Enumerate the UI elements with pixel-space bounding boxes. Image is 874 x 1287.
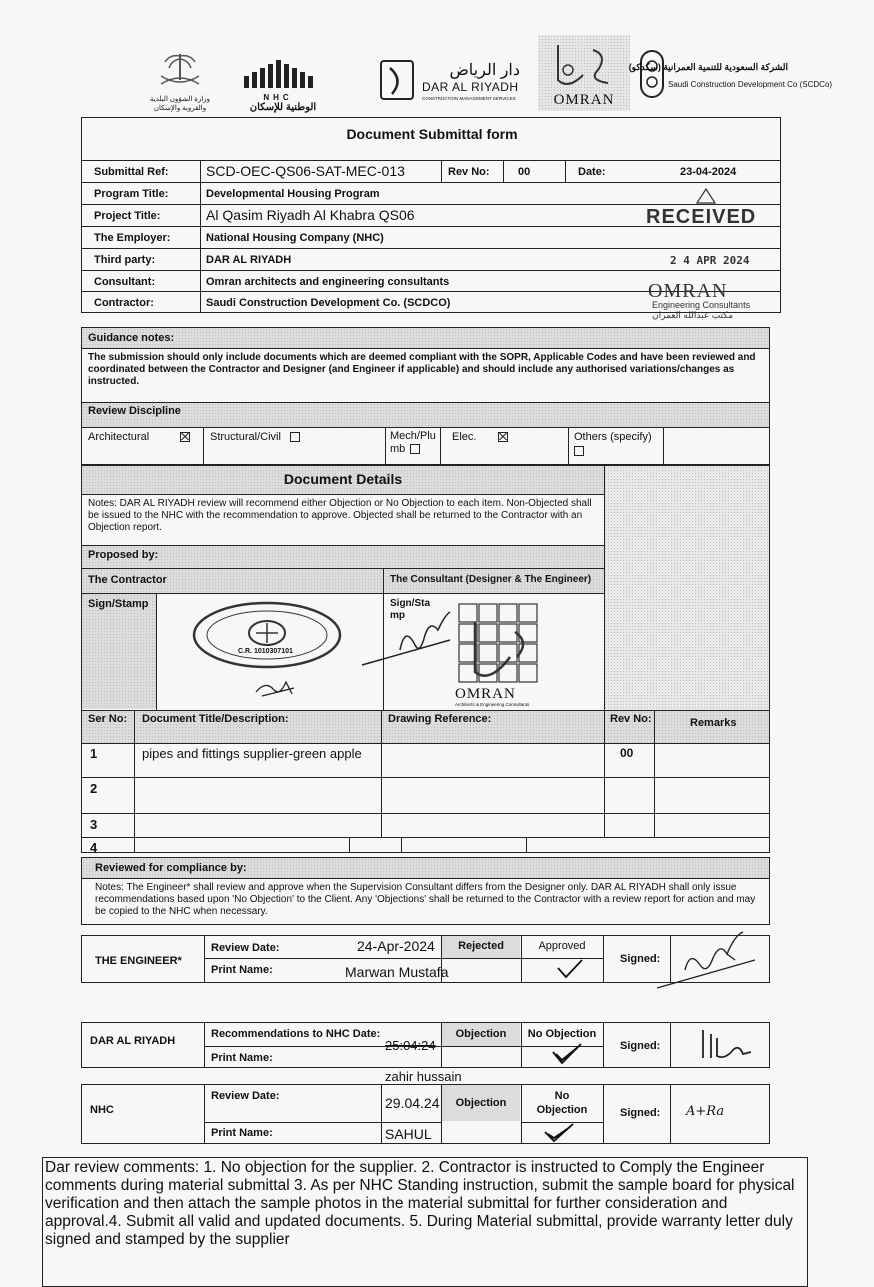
- logo-dar-al-riyadh: [380, 60, 525, 110]
- table-row-1-ser: 1: [90, 746, 98, 761]
- engineer-print-name: Marwan Mustafa: [345, 964, 449, 980]
- received-text: RECEIVED: [646, 206, 757, 228]
- nhc-print-name: SAHUL: [385, 1126, 432, 1142]
- guidance-text: The submission should only include documents which are deemed compliant with the SOPR, Applicable Codes and have been reviewed and coordinated between the Contractor and Designer (and Engineer if applicable) and should include any authorised variations/changes as instructed.: [88, 352, 756, 387]
- nhc-no-objection: No Objection: [536, 1090, 588, 1116]
- review-discipline-label: Review Discipline: [88, 405, 181, 417]
- contractor-label: Contractor:: [94, 297, 154, 309]
- nhc-checkmark-icon: [542, 1122, 576, 1144]
- scdco-arabic: الشركة السعودية للتنمية العمرانية (سكدكو): [628, 62, 788, 72]
- received-stamp: [640, 188, 780, 328]
- dar-emblem-icon: [380, 60, 414, 100]
- program-title-value: Developmental Housing Program: [206, 188, 380, 200]
- nhc-text: NHC: [263, 93, 293, 102]
- scdco-emblem-icon: [640, 50, 664, 98]
- palm-swords-icon: [145, 50, 215, 90]
- consultant-value: Omran architects and engineering consultants: [206, 276, 450, 288]
- consultant-signature-icon: [360, 610, 470, 670]
- architectural-label: Architectural: [88, 431, 150, 443]
- contractor-col-label: The Contractor: [88, 574, 167, 586]
- dar-rec-date-label: Recommendations to NHC Date:: [211, 1028, 381, 1040]
- dar-label: DAR AL RIYADH: [90, 1035, 176, 1047]
- col-header-rev-no: Rev No:: [610, 713, 652, 725]
- sign-stamp-consultant-label: Sign/Sta mp: [390, 598, 431, 621]
- nhc-arabic: الوطنية للإسكان: [249, 102, 317, 113]
- proposed-by-label: Proposed by:: [88, 549, 159, 561]
- omran-stamp-name: OMRAN: [455, 686, 516, 702]
- logo-omran: [538, 35, 630, 111]
- nhc-print-name-label: Print Name:: [211, 1127, 273, 1139]
- consultant-col-label: The Consultant (Designer & The Engineer): [390, 574, 592, 585]
- nhc-signature: A+Ra: [686, 1104, 725, 1119]
- discipline-mech[interactable]: [390, 430, 438, 456]
- table-row-2-ser: 2: [90, 781, 98, 796]
- col-header-title: Document Title/Description:: [142, 713, 289, 725]
- col-header-drawing-ref: Drawing Reference:: [388, 713, 492, 725]
- dar-print-name: zahir hussain: [385, 1069, 462, 1084]
- engineer-signature-icon: [655, 930, 765, 990]
- engineer-review-date: 24-Apr-2024: [357, 938, 435, 954]
- dar-print-name-label: Print Name:: [211, 1052, 273, 1064]
- elec-label: Elec.: [452, 431, 477, 443]
- engineer-review-date-label: Review Date:: [211, 942, 280, 954]
- mech-label: Mech/Plu mb: [390, 430, 436, 455]
- project-title-label: Project Title:: [94, 210, 161, 222]
- table-row-3-ser: 3: [90, 817, 98, 832]
- received-date: 2 4 APR 2024: [670, 254, 750, 267]
- stamp-cr: C.R. 1010307101: [238, 648, 293, 655]
- structural-label: Structural/Civil: [210, 431, 281, 443]
- document-details-notes: Notes: DAR AL RIYADH review will recommend either Objection or No Objection to each item. Non-Objected shall be issued to the NHC with the recommendation to approve. Objected shall be returned to the Contractor with an Objection report.: [88, 498, 592, 533]
- dar-checkmark-icon: [550, 1042, 584, 1066]
- discipline-elec[interactable]: [452, 431, 508, 443]
- mech-checkbox[interactable]: [410, 444, 420, 454]
- ministry-text: وزارة الشؤون البلدية والقروية والإسكان: [150, 96, 210, 112]
- consultant-label: Consultant:: [94, 276, 156, 288]
- date-value: 23-04-2024: [680, 166, 737, 178]
- submittal-ref-label: Submittal Ref:: [94, 166, 169, 178]
- omran-stamp-sub: Architects & Engineering Consultants: [455, 702, 530, 707]
- table-row-4-ser: 4: [90, 840, 98, 855]
- others-checkbox[interactable]: [574, 446, 584, 456]
- date-label: Date:: [578, 166, 606, 178]
- logo-nhc: [238, 58, 333, 113]
- engineer-label: THE ENGINEER*: [95, 955, 182, 967]
- discipline-others[interactable]: [574, 430, 652, 458]
- nhc-label: NHC: [90, 1104, 114, 1116]
- sign-stamp-label: Sign/Stamp: [88, 598, 149, 610]
- dar-signed-label: Signed:: [620, 1040, 661, 1052]
- employer-value: National Housing Company (NHC): [206, 232, 384, 244]
- table-row-1-title: pipes and fittings supplier-green apple: [142, 746, 362, 761]
- col-header-remarks: Remarks: [690, 717, 737, 729]
- nhc-objection: Objection: [455, 1097, 507, 1109]
- omran-name: OMRAN: [553, 92, 615, 108]
- dar-review-comments: Dar review comments: 1. No objection for the supplier. 2. Contractor is instructed to Comply the Engineer comments during material submittal 3. As per NHC Standing instruction, submit the sample board for physical verification and then attach the sample photos in the material submittal for further consideration and approval.4. Submit all valid and updated documents. 5. During Material submittal, provide warranty letter duly signed and stamped by the supplier: [45, 1159, 795, 1248]
- compliance-label: Reviewed for compliance by:: [95, 862, 247, 874]
- third-party-value: DAR AL RIYADH: [206, 254, 292, 266]
- triangle-icon: [696, 188, 716, 204]
- omran-calligraphy-icon: [538, 35, 630, 95]
- received-omran-arabic: مكتب عبدالله العمران: [652, 310, 734, 320]
- engineer-rejected: Rejected: [458, 940, 504, 952]
- scdco-name: Saudi Construction Development Co (SCDCo): [668, 80, 833, 89]
- engineer-approved: Approved: [538, 940, 586, 952]
- structural-checkbox[interactable]: [290, 432, 300, 442]
- dar-objection: Objection: [455, 1028, 507, 1040]
- dar-rec-date: 25:04:24: [385, 1038, 436, 1053]
- nhc-review-date: 29.04.24: [385, 1095, 440, 1111]
- contractor-value: Saudi Construction Development Co. (SCDCO): [206, 297, 451, 309]
- project-title-value: Al Qasim Riyadh Al Khabra QS06: [206, 207, 415, 223]
- nhc-review-date-label: Review Date:: [211, 1090, 280, 1102]
- submittal-ref-value: SCD-OEC-QS06-SAT-MEC-013: [206, 163, 405, 179]
- dar-arabic: دار الرياض: [449, 62, 520, 79]
- dar-sub: CONSTRUCTION MANAGEMENT SERVICES: [422, 96, 516, 101]
- engineer-signed-label: Signed:: [620, 953, 661, 965]
- document-details-title: Document Details: [283, 471, 403, 487]
- employer-label: The Employer:: [94, 232, 171, 244]
- contractor-stamp: [190, 600, 345, 700]
- logo-ministry: [145, 50, 215, 116]
- rev-no-label: Rev No:: [448, 166, 490, 178]
- dar-name: DAR AL RIYADH: [422, 80, 519, 94]
- third-party-label: Third party:: [94, 254, 156, 266]
- program-title-label: Program Title:: [94, 188, 169, 200]
- engineer-print-name-label: Print Name:: [211, 964, 273, 976]
- elec-checkbox[interactable]: [498, 432, 508, 442]
- architectural-checkbox[interactable]: [180, 432, 190, 442]
- form-title: Document Submittal form: [346, 126, 518, 142]
- approved-checkmark-icon: [555, 958, 585, 980]
- contractor-signature-icon: [252, 676, 302, 700]
- received-omran: OMRAN: [648, 280, 728, 302]
- nhc-signed-label: Signed:: [620, 1107, 661, 1119]
- dar-signature-icon: [695, 1026, 755, 1066]
- col-header-ser-no: Ser No:: [88, 713, 128, 725]
- nhc-bars-icon: [238, 58, 333, 88]
- guidance-label: Guidance notes:: [88, 332, 175, 344]
- table-row-1-rev: 00: [620, 746, 634, 760]
- dar-no-objection: No Objection: [527, 1028, 597, 1040]
- compliance-notes: Notes: The Engineer* shall review and approve when the Supervision Consultant differs from the Designer only. DAR AL RIYADH shall only issue recommendations based upon 'No Objection' to the Client. Any 'Objections' shall be returned to the Contractor with a review report for action and may be copied to the NHC when necessary.: [95, 882, 756, 917]
- received-omran-sub: Engineering Consultants: [652, 300, 751, 310]
- discipline-structural[interactable]: [210, 431, 300, 443]
- rev-no-value: 00: [518, 166, 531, 178]
- others-label: Others (specify): [574, 431, 652, 443]
- logo-scdco: [628, 50, 833, 102]
- discipline-architectural[interactable]: [88, 431, 190, 443]
- scdco-seal-icon: [190, 600, 345, 670]
